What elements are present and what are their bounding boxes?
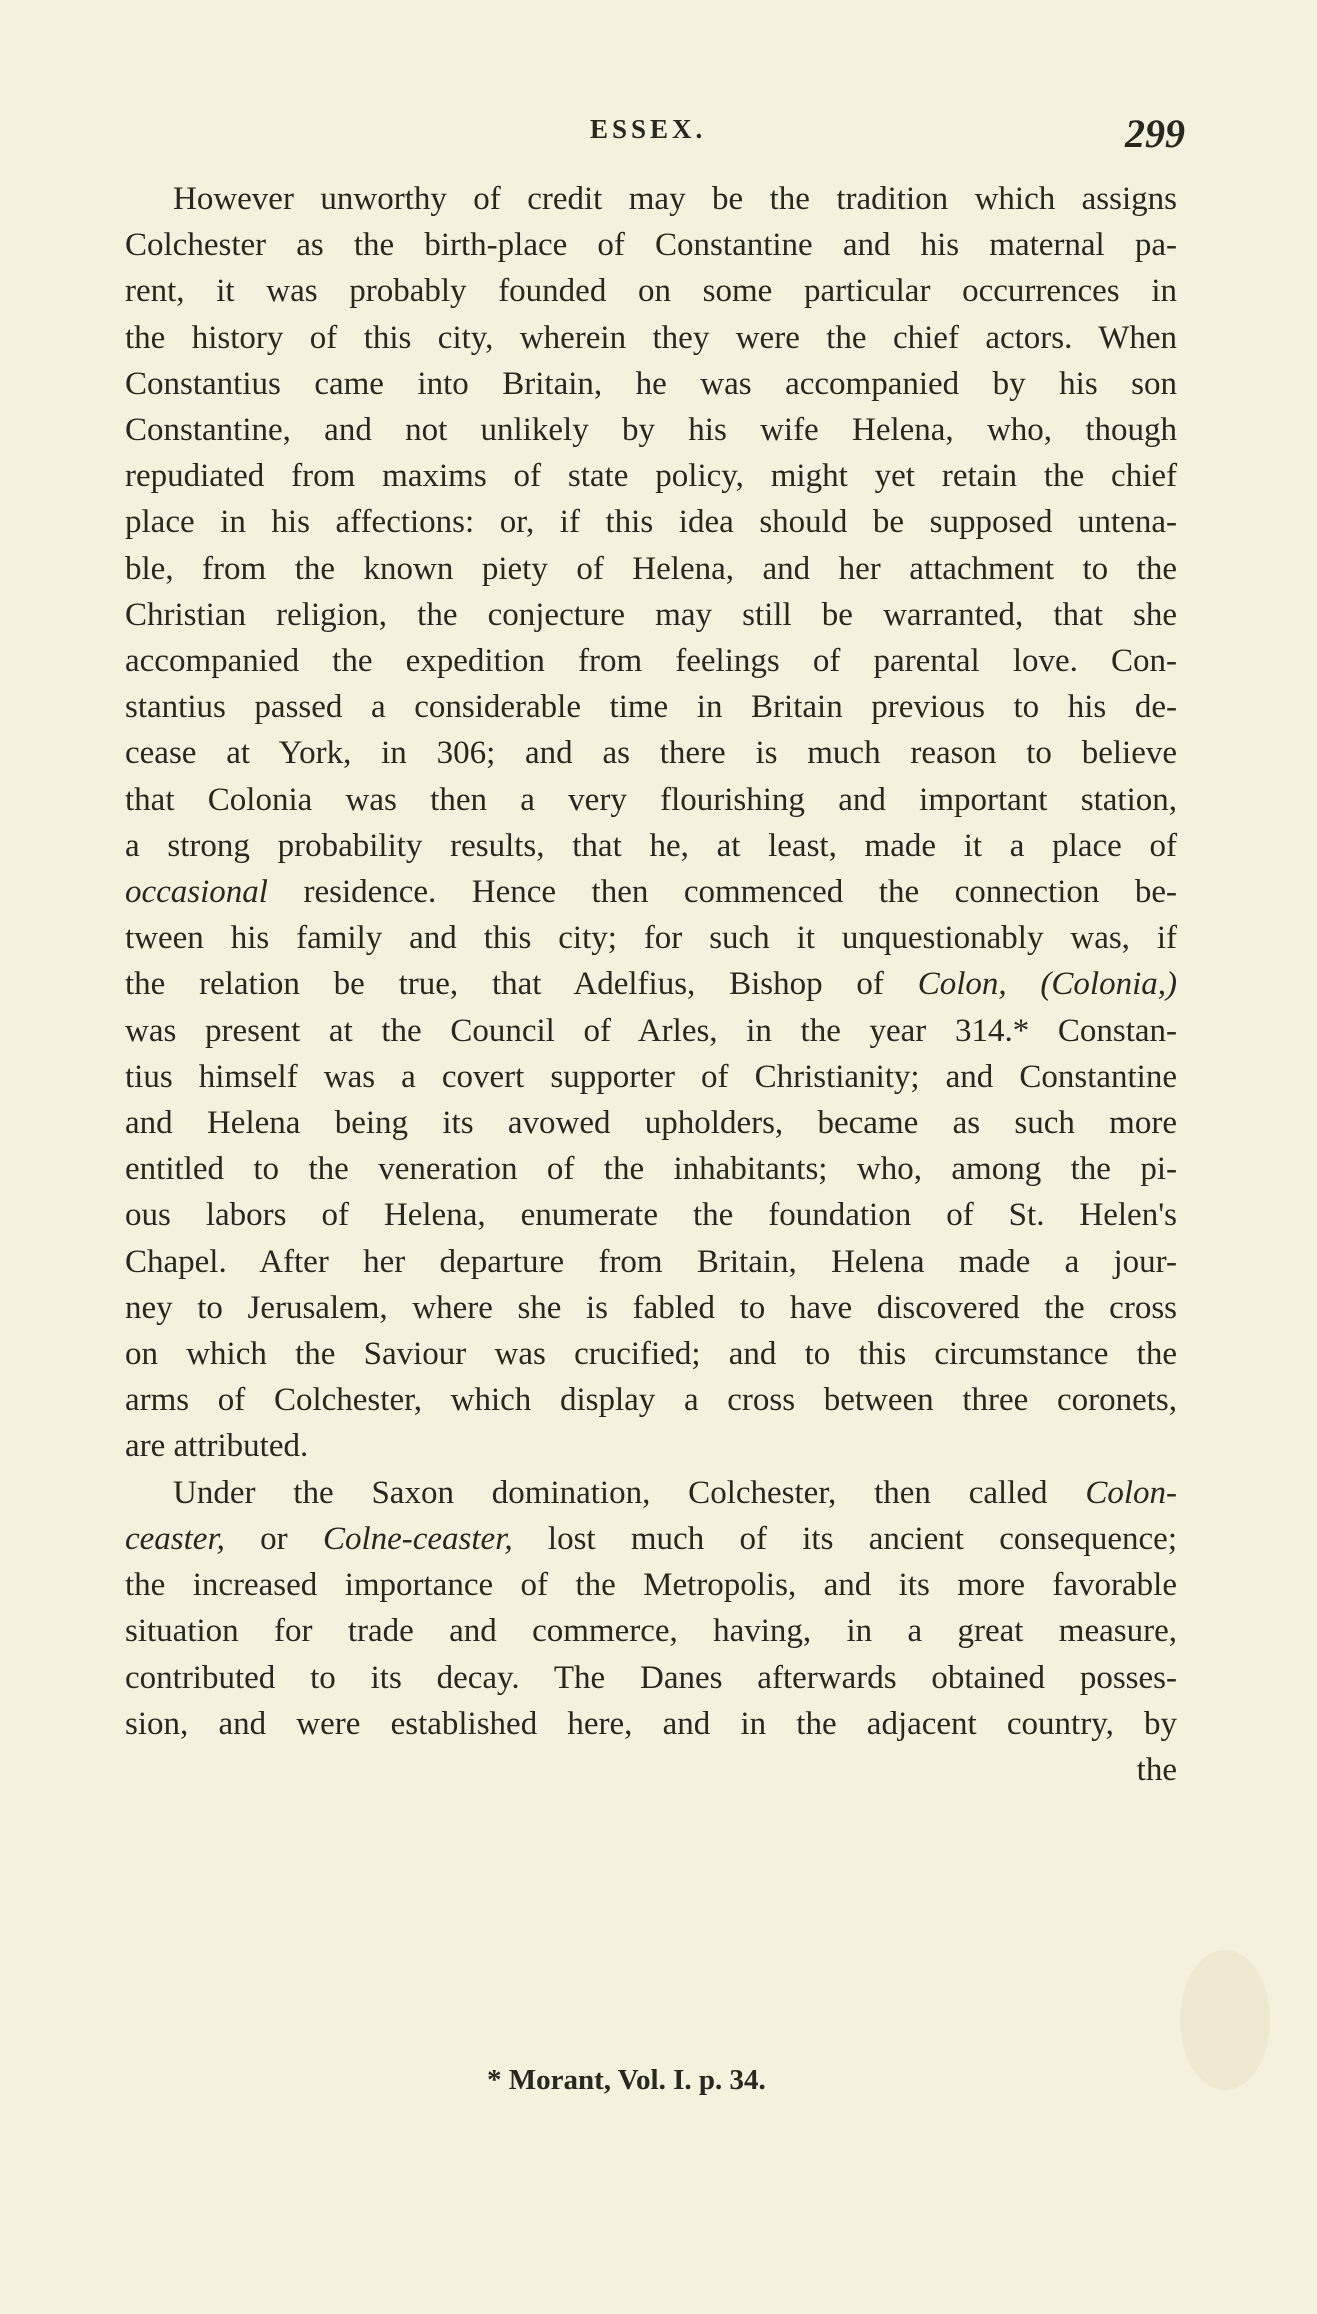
text-line: Christian religion, the conjecture may still be warranted, that she <box>125 596 1177 633</box>
text-line: occasional residence. Hence then commenced the connection be- <box>125 874 1177 911</box>
text-line: cease at York, in 306; and as there is much reason to believe <box>125 735 1177 772</box>
text-line: tius himself was a covert supporter of Christianity; and Constantine <box>125 1058 1177 1095</box>
text-line: tween his family and this city; for such it unquestionably was, if <box>125 920 1177 957</box>
paper-stain <box>1180 1950 1270 2090</box>
text-line: place in his affections: or, if this idea should be supposed untena- <box>125 504 1177 541</box>
text-line: on which the Saviour was crucified; and to this circumstance the <box>125 1336 1177 1373</box>
body-text <box>125 176 1177 1793</box>
text-line: that Colonia was then a very flourishing and important station, <box>125 781 1177 818</box>
text-line: arms of Colchester, which display a cross between three coronets, <box>125 1382 1177 1419</box>
text-line: situation for trade and commerce, having, in a great measure, <box>125 1613 1177 1650</box>
text-line: was present at the Council of Arles, in the year 314.* Constan- <box>125 1012 1177 1049</box>
text-line: However unworthy of credit may be the tradition which assigns <box>173 181 1177 217</box>
text-line: a strong probability results, that he, at least, made it a place of <box>125 827 1177 864</box>
text-line: the increased importance of the Metropolis, and its more favorable <box>125 1567 1177 1604</box>
text-line: the history of this city, wherein they were the chief actors. When <box>125 319 1177 356</box>
text-line: rent, it was probably founded on some particular occurrences in <box>125 273 1177 310</box>
text-line: Constantine, and not unlikely by his wife Helena, who, though <box>125 412 1177 449</box>
text-line: stantius passed a considerable time in Britain previous to his de- <box>125 689 1177 726</box>
text-line: ous labors of Helena, enumerate the foundation of St. Helen's <box>125 1197 1177 1234</box>
running-title: ESSEX. <box>590 114 707 144</box>
text-line: repudiated from maxims of state policy, might yet retain the chief <box>125 458 1177 495</box>
footnote: * Morant, Vol. I. p. 34. <box>487 2064 766 2096</box>
running-header <box>0 110 1317 160</box>
text-line: the relation be true, that Adelfius, Bishop of Colon, (Colonia,) <box>125 966 1177 1003</box>
text-line: accompanied the expedition from feelings of parental love. Con- <box>125 643 1177 680</box>
text-line: and Helena being its avowed upholders, became as such more <box>125 1105 1177 1142</box>
text-line: Chapel. After her departure from Britain, Helena made a jour- <box>125 1243 1177 1280</box>
text-line: ney to Jerusalem, where she is fabled to have discovered the cross <box>125 1289 1177 1326</box>
text-line: Constantius came into Britain, he was accompanied by his son <box>125 365 1177 402</box>
page-number: 299 <box>1125 111 1185 156</box>
text-line: ceaster, or Colne-ceaster, lost much of its ancient consequence; <box>125 1520 1177 1557</box>
text-line: entitled to the veneration of the inhabitants; who, among the pi- <box>125 1151 1177 1188</box>
text-line: Colchester as the birth-place of Constantine and his maternal pa- <box>125 227 1177 264</box>
catchword: the <box>1136 1751 1177 1788</box>
paragraph-1 <box>125 176 1177 1470</box>
text-line: Under the Saxon domination, Colchester, then called Colon- <box>173 1474 1177 1511</box>
text-line: are attributed. <box>125 1428 309 1465</box>
paragraph-2 <box>125 1470 1177 1747</box>
text-line: ble, from the known piety of Helena, and her attachment to the <box>125 550 1177 587</box>
text-line: contributed to its decay. The Danes afterwards obtained posses- <box>125 1659 1177 1696</box>
text-line: sion, and were established here, and in the adjacent country, by <box>125 1705 1177 1742</box>
